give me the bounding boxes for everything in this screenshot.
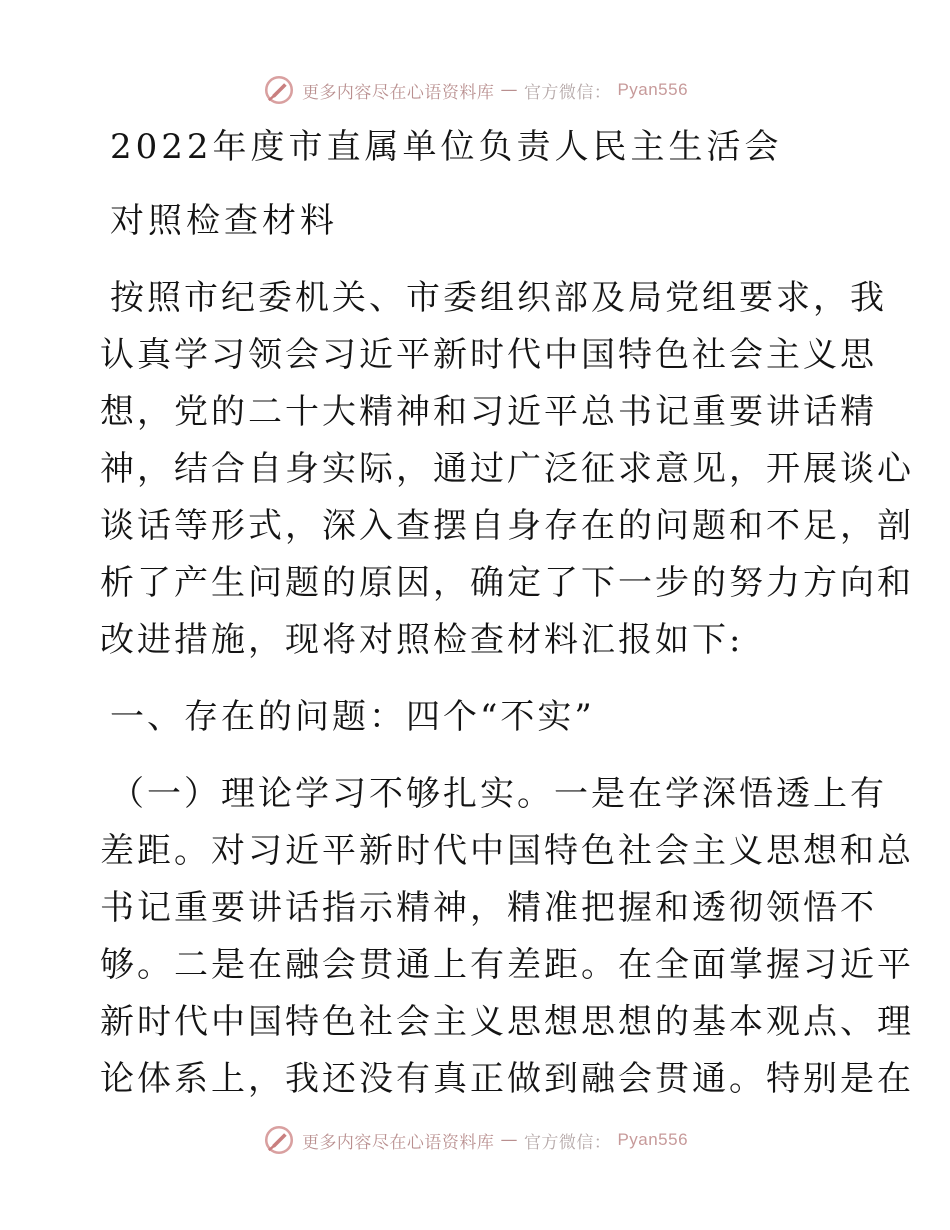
watermark-main-text: 更多内容尽在心语资料库 <box>301 82 495 103</box>
intro-line: 谈话等形式，深入查摆自身存在的问题和不足，剖 <box>100 506 914 546</box>
watermark-wechat-id: Pyan556 <box>617 1130 689 1149</box>
intro-line: 神，结合自身实际，通过广泛征求意见，开展谈心 <box>100 449 914 489</box>
watermark-dash: — <box>500 80 518 100</box>
watermark-logo-icon <box>262 1123 296 1157</box>
section-heading: 一、存在的问题：四个“不实” <box>110 697 595 737</box>
intro-line: 想，党的二十大精神和习近平总书记重要讲话精 <box>100 392 877 432</box>
body-line: 够。二是在融会贯通上有差距。在全面掌握习近平 <box>100 945 914 985</box>
watermark-wechat-label: 官方微信： <box>523 1132 612 1153</box>
body-line: 差距。对习近平新时代中国特色社会主义思想和总 <box>100 831 914 871</box>
document-title: 2022年度市直属单位负责人民主生活会 <box>110 127 783 167</box>
intro-line: 按照市纪委机关、市委组织部及局党组要求，我 <box>110 278 887 318</box>
intro-line: 析了产生问题的原因，确定了下一步的努力方向和 <box>100 563 914 603</box>
body-line: 论体系上，我还没有真正做到融会贯通。特别是在 <box>100 1059 914 1099</box>
watermark-dash: — <box>500 1130 518 1150</box>
watermark-wechat-id: Pyan556 <box>617 80 689 99</box>
watermark-footer <box>0 1120 950 1160</box>
watermark-wechat-label: 官方微信： <box>523 82 612 103</box>
body-line: 新时代中国特色社会主义思想思想的基本观点、理 <box>100 1002 914 1042</box>
intro-line: 认真学习领会习近平新时代中国特色社会主义思 <box>100 335 877 375</box>
watermark-header <box>0 70 950 110</box>
body-line: （一）理论学习不够扎实。一是在学深悟透上有 <box>110 774 887 814</box>
document-subtitle: 对照检查材料 <box>110 201 338 241</box>
body-line: 书记重要讲话指示精神，精准把握和透彻领悟不 <box>100 888 877 928</box>
watermark-main-text: 更多内容尽在心语资料库 <box>301 1132 495 1153</box>
intro-line: 改进措施，现将对照检查材料汇报如下: <box>100 620 744 660</box>
watermark-logo-icon <box>262 73 296 107</box>
